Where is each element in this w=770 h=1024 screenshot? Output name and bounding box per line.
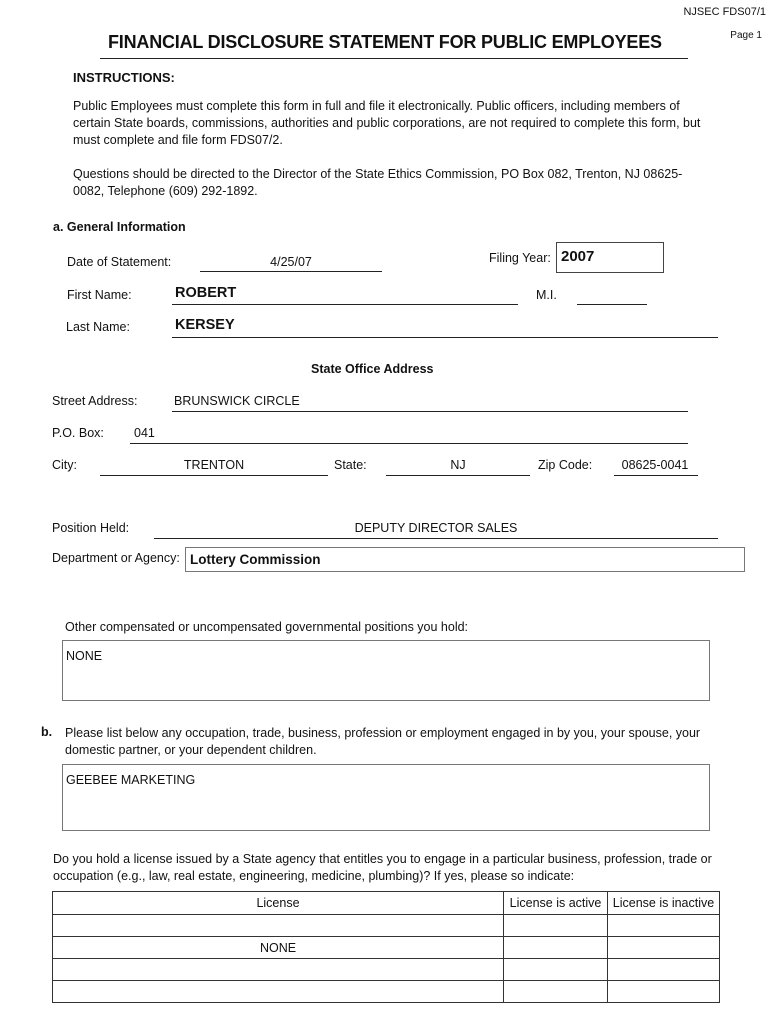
street-label: Street Address: [52,394,138,408]
department-label: Department or Agency: [52,551,180,565]
license-header-inactive: License is inactive [608,892,720,915]
date-label: Date of Statement: [67,255,172,269]
license-question: Do you hold a license issued by a State agency that entitles you to engage in a particular business, profession, trade or occupation (e.g., law, real estate, engineering, medicine, plumbing)? If yes, please so indicate: [53,852,712,883]
state-label: State: [334,458,367,472]
table-row [53,959,720,981]
last-name-underline [172,337,718,338]
license-header-license: License [53,892,504,915]
filing-year-label: Filing Year: [489,251,551,265]
general-info-heading: a. General Information [53,220,186,234]
license-inactive-cell[interactable] [608,959,720,981]
street-underline [172,411,688,412]
license-inactive-cell[interactable] [608,981,720,1003]
license-table-header [53,892,720,915]
city-field[interactable]: TRENTON [183,458,245,472]
license-active-cell[interactable] [504,981,608,1003]
mi-label: M.I. [536,288,557,302]
office-address-heading: State Office Address [311,362,434,376]
license-inactive-cell[interactable] [608,915,720,937]
state-field[interactable]: NJ [450,458,466,472]
last-name-field[interactable]: KERSEY [175,317,235,333]
license-header-active: License is active [504,892,608,915]
title-divider [100,58,688,59]
license-name-cell[interactable] [53,915,504,937]
street-field[interactable]: BRUNSWICK CIRCLE [174,394,300,408]
instructions-paragraph-1: Public Employees must complete this form in full and file it electronically. Public officers, including members of certain State boards, commissions, authorities and public corporations, are not required to complete this form, but must complete and file form FDS07/2. [73,99,701,147]
first-name-underline [172,304,518,305]
instructions-paragraph-2: Questions should be directed to the Director of the State Ethics Commission, PO Box 082, Trenton, NJ 08625-0082, Telephone (609) 292-1892. [73,167,683,198]
form-code: NJSEC FDS07/1 [683,6,766,18]
license-inactive-cell[interactable] [608,937,720,959]
state-underline [386,475,530,476]
zip-label: Zip Code: [538,458,593,472]
position-underline [154,538,718,539]
date-underline [200,271,382,272]
table-row [53,981,720,1003]
first-name-field[interactable]: ROBERT [175,285,237,301]
other-positions-label: Other compensated or uncompensated governmental positions you hold: [65,620,469,634]
filing-year-field[interactable]: 2007 [556,242,664,273]
other-positions-field[interactable]: NONE [62,640,710,701]
table-row [53,915,720,937]
mi-underline [577,304,647,305]
position-label: Position Held: [52,521,130,535]
license-active-cell[interactable] [504,959,608,981]
license-active-cell[interactable] [504,937,608,959]
license-name-cell[interactable]: NONE [53,937,504,959]
pobox-underline [130,443,688,444]
last-name-label: Last Name: [66,320,130,334]
occupation-field[interactable]: GEEBEE MARKETING [62,764,710,831]
zip-underline [614,475,698,476]
pobox-label: P.O. Box: [52,426,104,440]
department-field[interactable]: Lottery Commission [185,547,745,572]
license-name-cell[interactable] [53,981,504,1003]
license-table [52,891,720,1003]
instructions-heading: INSTRUCTIONS: [73,70,175,85]
section-b-marker: b. [41,725,53,739]
pobox-field[interactable]: 041 [134,426,155,440]
occupation-question: Please list below any occupation, trade, business, profession or employment engaged in by you, your spouse, your domestic partner, or your dependent children. [65,726,701,757]
position-field[interactable]: DEPUTY DIRECTOR SALES [354,521,518,535]
first-name-label: First Name: [67,288,132,302]
page-number: Page 1 [730,30,762,41]
table-row [53,937,720,959]
license-active-cell[interactable] [504,915,608,937]
city-label: City: [52,458,77,472]
date-field[interactable]: 4/25/07 [270,255,312,269]
zip-field[interactable]: 08625-0041 [621,458,689,472]
city-underline [100,475,328,476]
page-title: FINANCIAL DISCLOSURE STATEMENT FOR PUBLIC EMPLOYEES [108,32,662,52]
license-name-cell[interactable] [53,959,504,981]
